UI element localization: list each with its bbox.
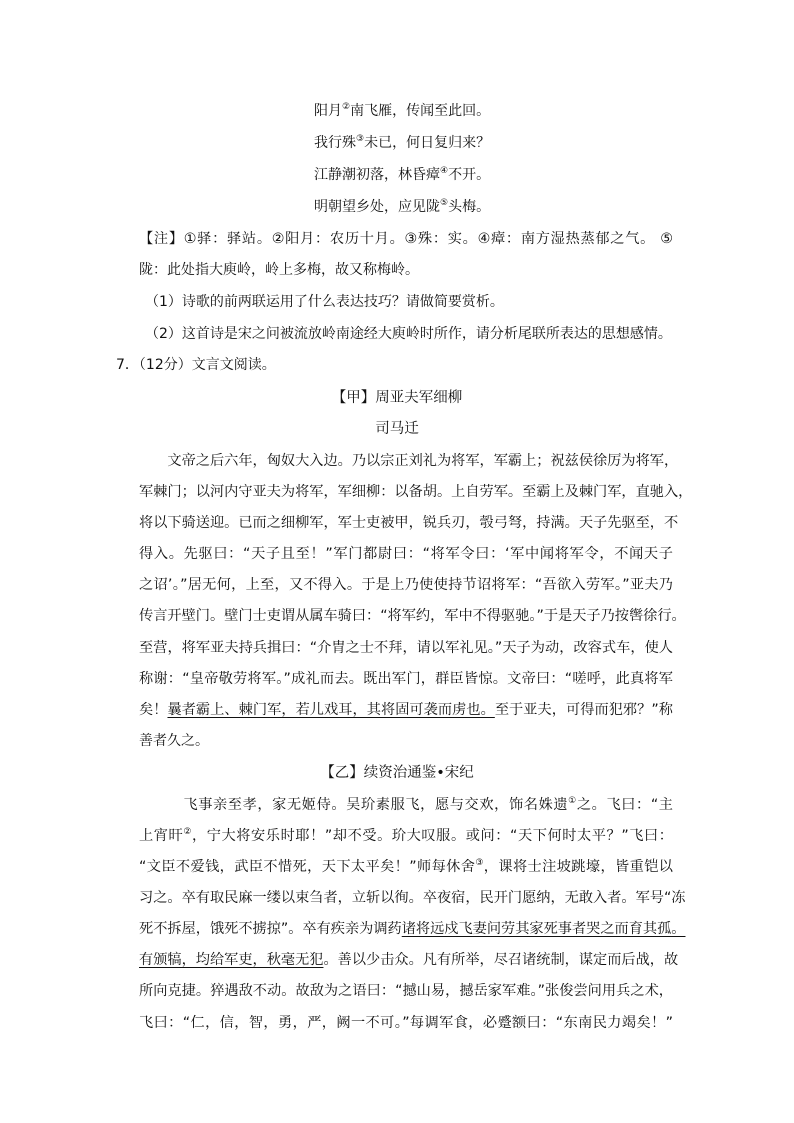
passage-text: ，课将士注坡跳壕，皆重铠以 — [483, 859, 673, 875]
passage-text: 上宵旰 — [139, 828, 184, 844]
passage-text: 死不拆屋，饿死不掳掠”。卒有疾亲为调药 — [139, 921, 402, 937]
passage-jia-author: 司马迁 — [375, 421, 419, 437]
passage-yi-line-6 — [139, 950, 679, 970]
poem-line-3 — [314, 165, 490, 185]
footnote-marker: ② — [342, 102, 351, 112]
poem-text: 阳月 — [314, 103, 342, 119]
footnote-marker: ④ — [440, 166, 449, 176]
question-1: （1）诗歌的前两联运用了什么表达技巧？请做简要赏析。 — [145, 294, 504, 310]
question-7-header: 7．（12分）文言文阅读。 — [116, 357, 276, 373]
footnote-marker: ⑤ — [440, 198, 449, 208]
poem-text: 我行殊 — [314, 135, 356, 151]
note-line-2: 陇：此处指大庾岭，岭上多梅，故又称梅岭。 — [139, 262, 419, 278]
poem-text: 未已，何日复归来？ — [364, 135, 491, 151]
passage-text: “文臣不爱钱，武臣不惜死，天下太平矣！”师每休舍 — [139, 859, 476, 875]
passage-yi-line-1 — [139, 795, 673, 815]
poem-text: 头梅。 — [448, 199, 491, 215]
passage-jia-line-6: 传言开壁门。壁门士吏谓从属车骑曰：“将军约，军中不得驱驰。”于是天子乃按辔徐行。 — [139, 608, 686, 624]
passage-jia-line-5: 之诏’。”居无何，上至，又不得入。于是上乃使使持节诏将军：“吾欲入劳军。”亚夫乃 — [139, 577, 673, 593]
passage-text: 之。飞曰：“主 — [576, 797, 673, 813]
passage-yi-line-4: 习之。卒有取民麻一缕以束刍者，立斩以徇。卒夜宿，民开门愿纳，无敢入者。军号“冻 — [139, 890, 686, 906]
question-2: （2）这首诗是宋之问被流放岭南途经大庾岭时所作，请分析尾联所表达的思想感情。 — [145, 326, 672, 342]
passage-yi-line-7: 所向克捷。猝遇敌不动。故敌为之语曰：“撼山易，撼岳家军难。”张俊尝问用兵之术， — [139, 983, 673, 999]
passage-text: 矣！ — [139, 702, 168, 718]
note-line-1: 【注】①驿：驿站。②阳月：农历十月。③殊：实。④瘴：南方湿热蒸郁之气。 ⑤ — [139, 231, 673, 247]
passage-jia-line-3: 将以下骑送迎。已而之细柳军，军士吏被甲，锐兵刃，彀弓弩，持满。天子先驱至，不 — [139, 515, 679, 531]
passage-text: ，宁大将安乐时耶！”却不受。玠大叹服。或问：“天下何时太平？”飞曰： — [191, 828, 673, 844]
passage-text: 。善以少击众。凡有所举，尽召诸统制，谋定而后战，故 — [323, 952, 679, 968]
footnote-marker: ③ — [475, 858, 484, 868]
passage-jia-line-2: 军棘门；以河内守亚夫为将军，军细柳：以备胡。上自劳军。至霸上及棘门军，直驰入， — [139, 484, 693, 500]
poem-line-1 — [314, 101, 490, 121]
passage-yi-line-3 — [139, 857, 673, 877]
poem-line-2 — [314, 133, 490, 153]
poem-text: 明朝望乡处，应见陇 — [314, 199, 440, 215]
poem-line-4 — [314, 197, 490, 217]
underlined-sentence: 诸将远戍飞妻问劳其家死事者哭之而育其孤。 — [401, 921, 686, 937]
passage-yi-line-8: 飞曰：“仁，信，智，勇，严，阙一不可。”每调军食，必蹙额曰：“东南民力竭矣！” — [139, 1015, 673, 1031]
passage-yi-title: 【乙】续资治通鉴•宋纪 — [320, 765, 474, 781]
passage-jia-title: 【甲】周亚夫军细柳 — [331, 390, 463, 406]
passage-jia-line-7: 至营，将军亚夫持兵揖曰：“介胄之士不拜，请以军礼见。”天子为动，改容式车，使人 — [139, 640, 673, 656]
underlined-sentence: 曩者霸上、棘门军，若儿戏耳，其将固可袭而虏也。 — [167, 702, 495, 718]
underlined-sentence: 有颁犒，均给军吏，秋毫无犯 — [139, 952, 324, 968]
passage-text: 至于亚夫，可得而犯邪？”称 — [494, 702, 673, 718]
passage-yi-line-5 — [139, 919, 686, 939]
passage-jia-line-1: 文帝之后六年，匈奴大入边。乃以宗正刘礼为将军，军霸上；祝兹侯徐厉为将军， — [139, 453, 679, 469]
passage-jia-line-4: 得入。先驱曰：“天子且至！”军门都尉曰：“将军令曰：‘军中闻将军令，不闻天子 — [139, 546, 673, 562]
poem-text: 不开。 — [448, 167, 491, 183]
poem-text: 江静潮初落，林昏瘴 — [314, 167, 440, 183]
passage-jia-line-10: 善者久之。 — [139, 733, 209, 749]
footnote-marker: ② — [183, 827, 192, 837]
passage-yi-line-2 — [139, 826, 673, 846]
poem-text: 南飞雁，传闻至此回。 — [350, 103, 491, 119]
footnote-marker: ③ — [356, 134, 365, 144]
passage-text: 飞事亲至孝，家无姬侍。吴玠素服飞，愿与交欢，饰名姝遗 — [139, 797, 569, 813]
passage-jia-line-8: 称谢：“皇帝敬劳将军。”成礼而去。既出军门，群臣皆惊。文帝曰：“嗟呼，此真将军 — [139, 671, 673, 687]
passage-jia-line-9 — [139, 700, 673, 720]
footnote-marker: ① — [568, 796, 577, 806]
